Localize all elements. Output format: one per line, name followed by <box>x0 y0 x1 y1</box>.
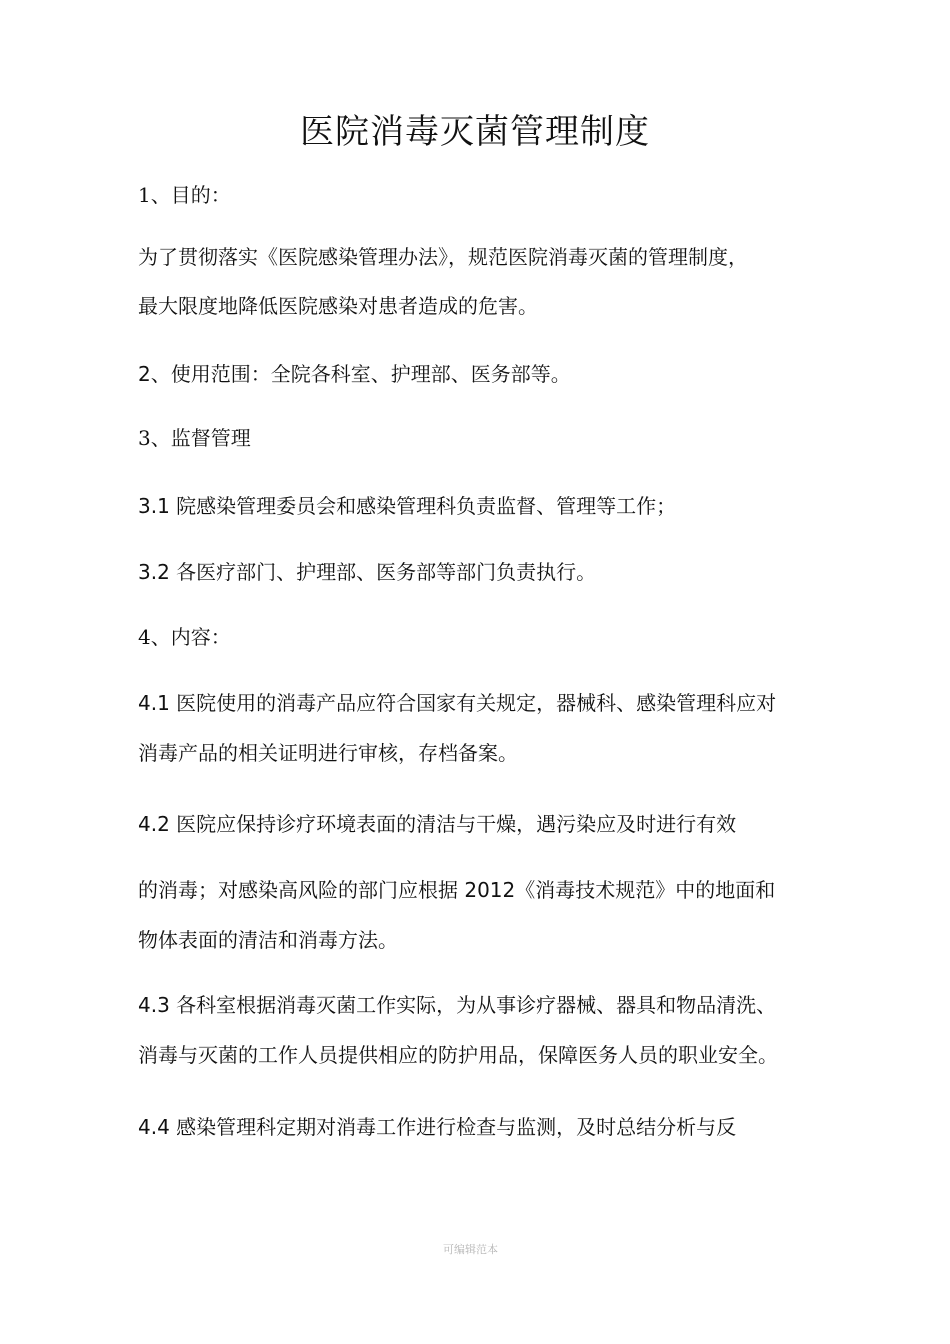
paragraph-line: 3.2 各医疗部门、护理部、医务部等部门负责执行。 <box>138 560 597 584</box>
paragraph-line: 消毒与灭菌的工作人员提供相应的防护用品，保障医务人员的职业安全。 <box>138 1043 778 1067</box>
section-heading-supervision: 3、监督管理 <box>138 426 251 450</box>
paragraph-line: 消毒产品的相关证明进行审核，存档备案。 <box>138 741 518 765</box>
paragraph-line: 4.3 各科室根据消毒灭菌工作实际，为从事诊疗器械、器具和物品清洗、 <box>138 993 777 1017</box>
paragraph-line: 物体表面的清洁和消毒方法。 <box>138 928 398 952</box>
paragraph-line: 4.2 医院应保持诊疗环境表面的清洁与干燥，遇污染应及时进行有效 <box>138 812 737 836</box>
footer-watermark: 可编辑范本 <box>443 1243 498 1256</box>
document-title: 医院消毒灭菌管理制度 <box>300 112 650 152</box>
paragraph-line: 3.1 院感染管理委员会和感染管理科负责监督、管理等工作； <box>138 494 677 518</box>
paragraph-line: 4.1 医院使用的消毒产品应符合国家有关规定，器械科、感染管理科应对 <box>138 691 777 715</box>
section-heading-purpose: 1、目的： <box>138 183 231 207</box>
paragraph-line: 最大限度地降低医院感染对患者造成的危害。 <box>138 294 538 318</box>
paragraph-line: 的消毒；对感染高风险的部门应根据 2012《消毒技术规范》中的地面和 <box>138 878 776 902</box>
section-heading-content: 4、内容： <box>138 625 231 649</box>
paragraph-line: 为了贯彻落实《医院感染管理办法》，规范医院消毒灭菌的管理制度， <box>138 245 748 269</box>
paragraph-line: 4.4 感染管理科定期对消毒工作进行检查与监测，及时总结分析与反 <box>138 1115 737 1139</box>
section-heading-scope: 2、使用范围：全院各科室、护理部、医务部等。 <box>138 362 571 386</box>
